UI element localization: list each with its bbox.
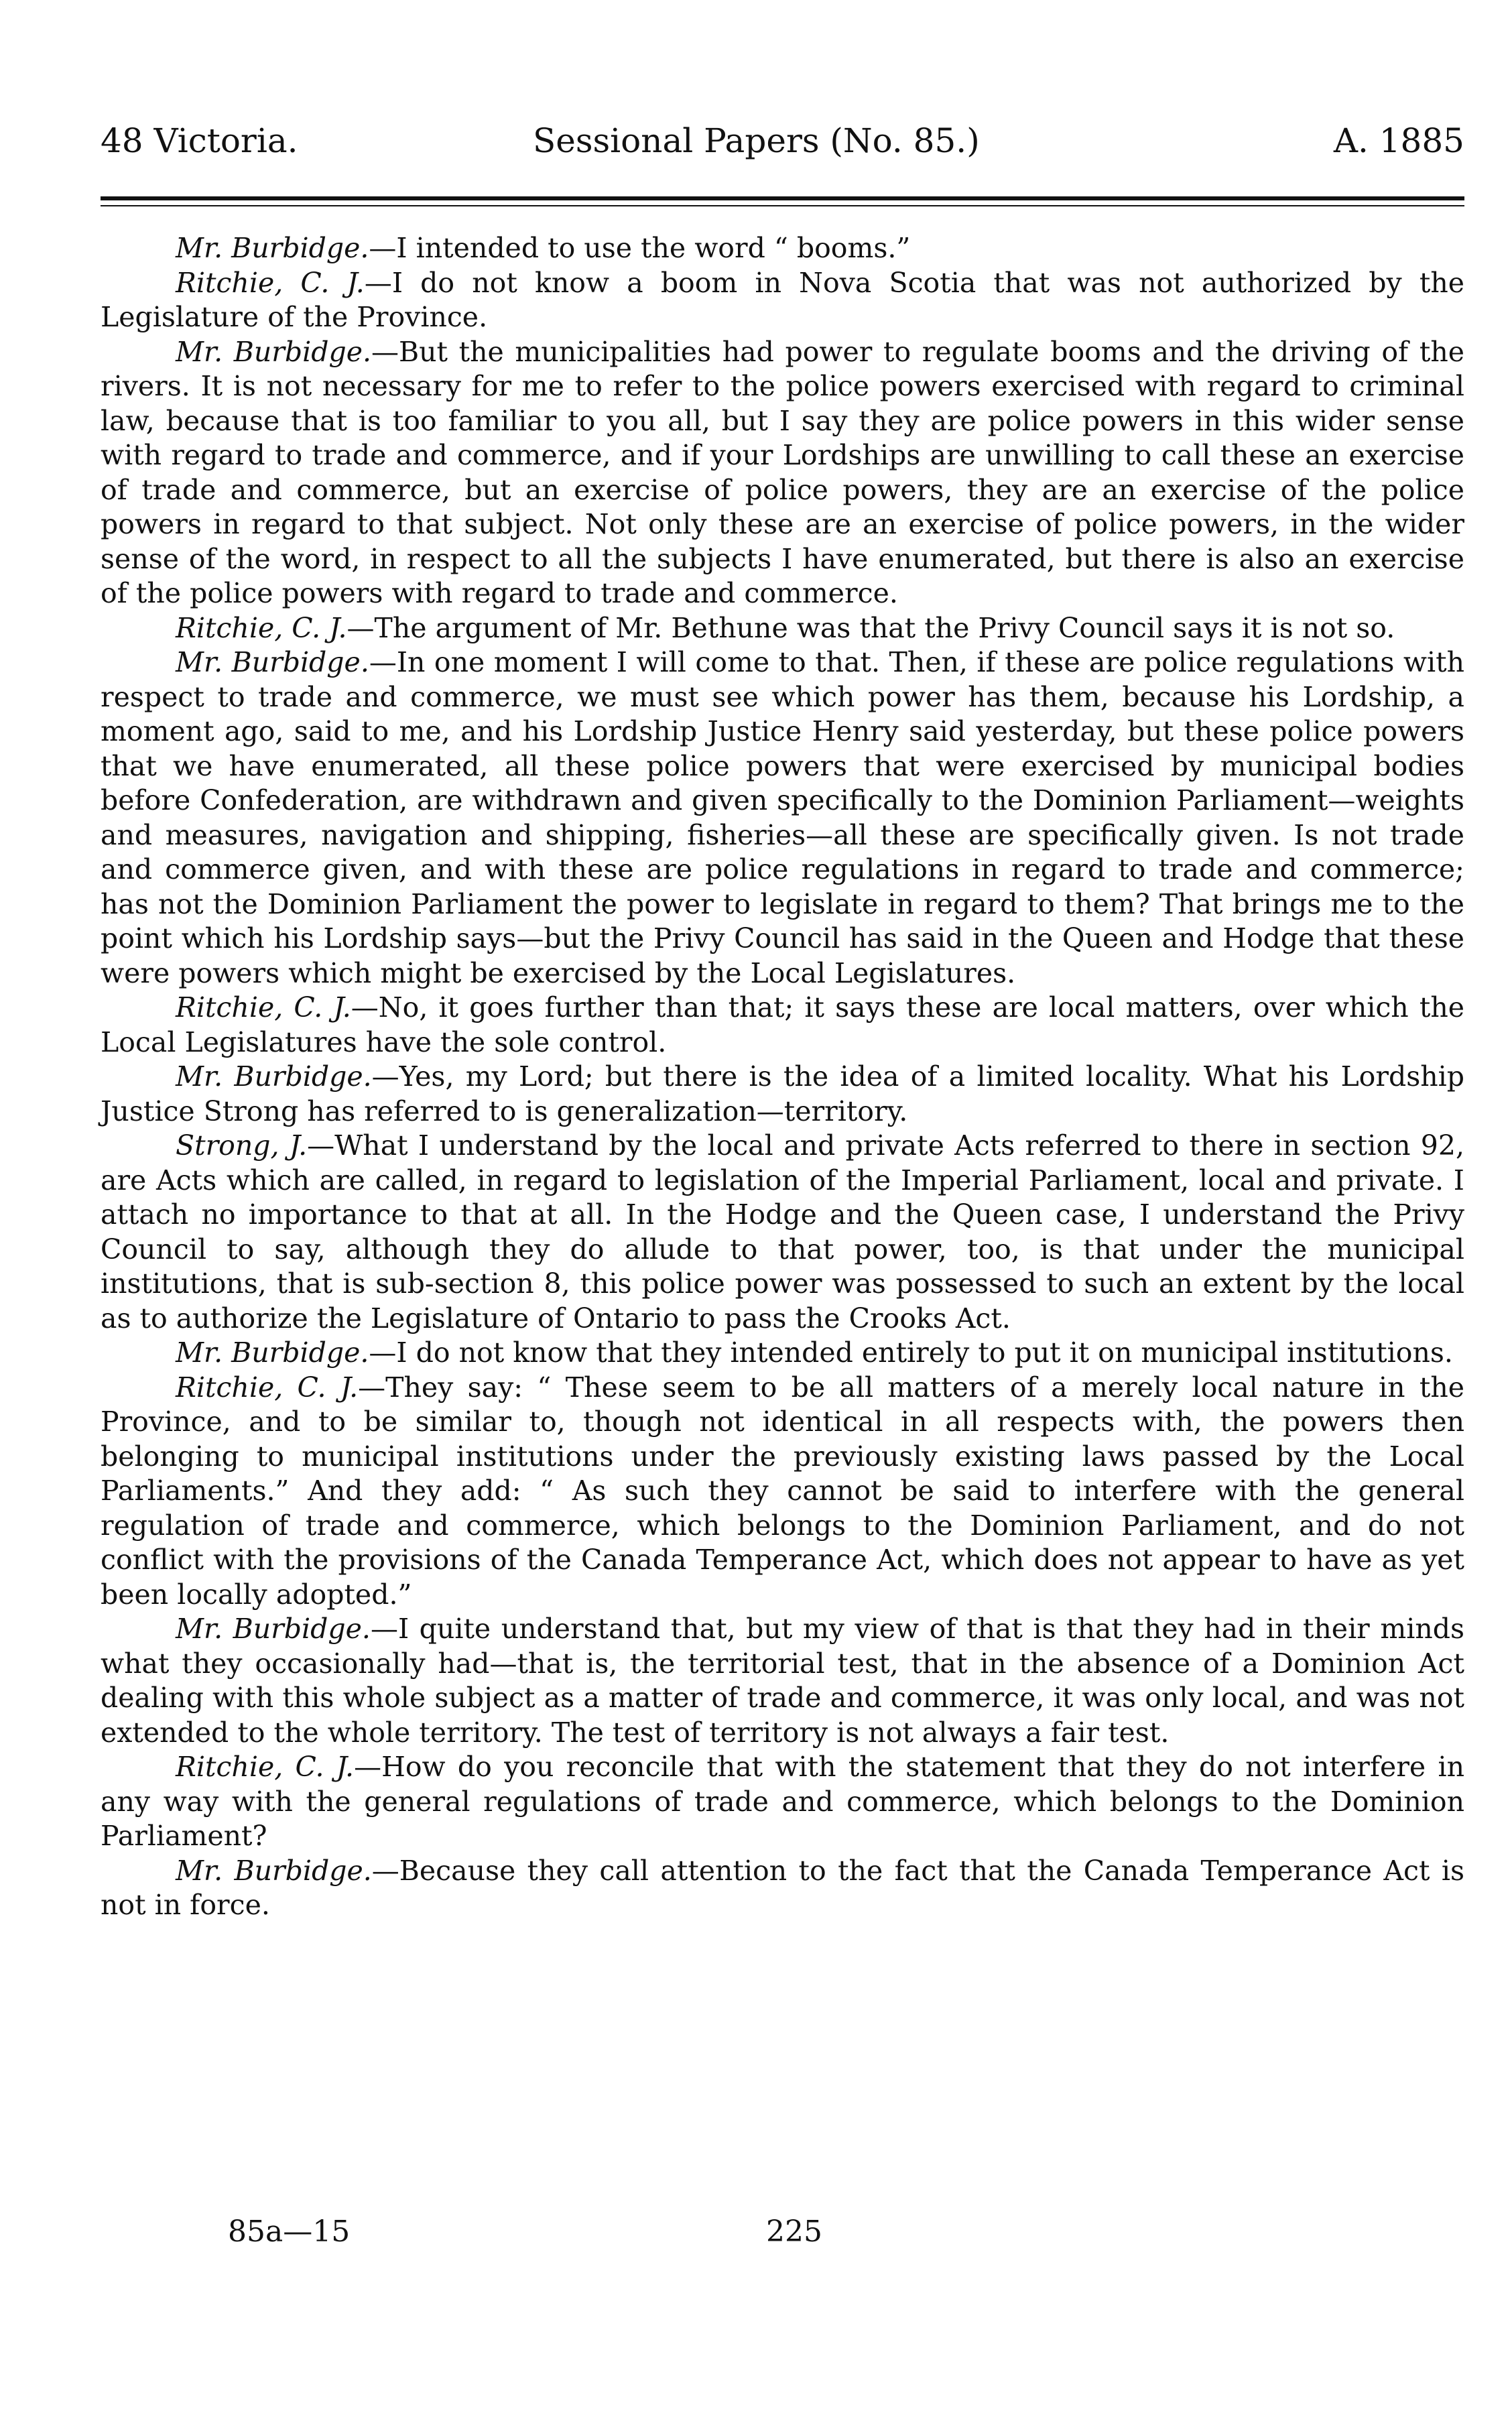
paragraph [101, 1336, 1464, 1371]
paragraph-text: —How do you reconcile that with the statement that they do not interfere in any way with the general regulations of trade and commerce, which belongs to the Dominion Parliament? [101, 1751, 1464, 1852]
paragraph [101, 991, 1464, 1060]
speaker-name: Mr. Burbidge. [176, 1060, 372, 1093]
paragraph-text: —No, it goes further than that; it says these are local matters, over which the Local Legislatures have the sole control. [101, 991, 1465, 1058]
paragraph [101, 1750, 1464, 1854]
paragraph [101, 1371, 1464, 1613]
paragraph [101, 1854, 1464, 1923]
paragraph [101, 611, 1464, 646]
paragraph [101, 266, 1464, 335]
speaker-name: Ritchie, C. J. [176, 1371, 359, 1404]
paragraph-text: —In one moment I will come to that. Then, if these are police regulations with respect to trade and commerce, we must see which power has them, because his Lordship, a moment ago, said to me, and his Lordship Justice Henry said yesterday, but these police powers that we have enumerated, all these police powers that were exercised by municipal bodies before Confederation, are withdrawn and given specifically to the Dominion Parliament—weights and measures, navigation and shipping, fisheries—all these are specifically given. Is not trade and commerce given, and with these are police regulations in regard to trade and commerce; has not the Dominion Parliament the power to legislate in regard to them? That brings me to the point which his Lordship says—but the Privy Council has said in the Queen and Hodge that these were powers which might be exercised by the Local Legislatures. [101, 646, 1465, 989]
speaker-name: Strong, J. [176, 1129, 308, 1162]
speaker-name: Mr. Burbidge. [176, 1336, 369, 1369]
header-session: 48 Victoria. [101, 121, 298, 160]
paragraph-text: —They say: “ These seem to be all matters of a merely local nature in the Province, and to be similar to, though not identical in all respects with, the powers then belonging to municipal institutions under the previously existing laws passed by the Local Parliaments.” And they add: “ As such they cannot be said to interfere with the general regulation of trade and commerce, which belongs to the Dominion Parliament, and do not conflict with the provisions of the Canada Temperance Act, which does not appear to have as yet been locally adopted.” [101, 1371, 1465, 1611]
speaker-name: Mr. Burbidge. [176, 1854, 372, 1887]
header-rule-thick [101, 196, 1464, 200]
speaker-name: Ritchie, C. J. [176, 611, 347, 644]
paragraph-text: —I intended to use the word “ booms.” [369, 232, 911, 264]
speaker-name: Mr. Burbidge. [176, 1613, 371, 1645]
paragraph [101, 231, 1464, 266]
speaker-name: Ritchie, C. J. [176, 991, 351, 1023]
header-rule-thin [101, 205, 1464, 206]
speaker-name: Mr. Burbidge. [176, 232, 369, 264]
speaker-name: Mr. Burbidge. [176, 646, 369, 678]
paragraph [101, 645, 1464, 991]
paragraph-text: —I do not know a boom in Nova Scotia that was not authorized by the Legislature of the Province. [101, 266, 1465, 333]
header-title: Sessional Papers (No. 85.) [533, 121, 980, 160]
paragraph-text: —What I understand by the local and private Acts referred to there in section 92, are Acts which are called, in regard to legislation of the Imperial Parliament, local and private. I attach no importance to that at all. In the Hodge and the Queen case, I understand the Privy Council to say, although they do allude to that power, too, is that under the municipal institutions, that is sub-section 8, this police power was possessed to such an extent by the local as to authorize the Legislature of Ontario to pass the Crooks Act. [101, 1129, 1464, 1334]
paragraph-text: —The argument of Mr. Bethune was that the Privy Council says it is not so. [346, 611, 1395, 644]
speaker-name: Ritchie, C. J. [176, 1751, 355, 1783]
paragraph [101, 1612, 1464, 1750]
paragraph [101, 1060, 1464, 1129]
paragraph-text: —Yes, my Lord; but there is the idea of a limited locality. What his Lordship Justice Strong has referred to is generalization—territory. [101, 1060, 1465, 1127]
speaker-name: Ritchie, C. J. [176, 266, 365, 299]
paragraph-text: —Because they call attention to the fact that the Canada Temperance Act is not in force. [101, 1854, 1464, 1921]
paragraph-text: —But the municipalities had power to regulate booms and the driving of the rivers. It is not necessary for me to refer to the police powers exercised with regard to criminal law, because that is too familiar to you all, but I say they are police powers in this wider sense with regard to trade and commerce, and if your Lordships are unwilling to call these an exercise of trade and commerce, but an exercise of police powers, they are an exercise of the police powers in regard to that subject. Not only these are an exercise of police powers, in the wider sense of the word, in respect to all the subjects I have enumerated, but there is also an exercise of the police powers with regard to trade and commerce. [101, 335, 1464, 609]
body-text [101, 231, 1464, 1923]
page-footer [101, 2212, 1464, 2252]
paragraph-text: —I do not know that they intended entirely to put it on municipal institutions. [369, 1336, 1453, 1369]
signature-mark: 85a—15 [228, 2215, 351, 2249]
paragraph [101, 1129, 1464, 1336]
paragraph [101, 335, 1464, 611]
paragraph-text: —I quite understand that, but my view of that is that they had in their minds what they occasionally had—that is, the territorial test, that in the absence of a Dominion Act dealing with this whole subject as a matter of trade and commerce, it was only local, and was not extended to the whole territory. The test of territory is not always a fair test. [101, 1613, 1465, 1749]
running-header [101, 114, 1464, 168]
header-year: A. 1885 [1333, 121, 1464, 160]
page-number: 225 [766, 2215, 822, 2249]
speaker-name: Mr. Burbidge. [176, 335, 372, 368]
